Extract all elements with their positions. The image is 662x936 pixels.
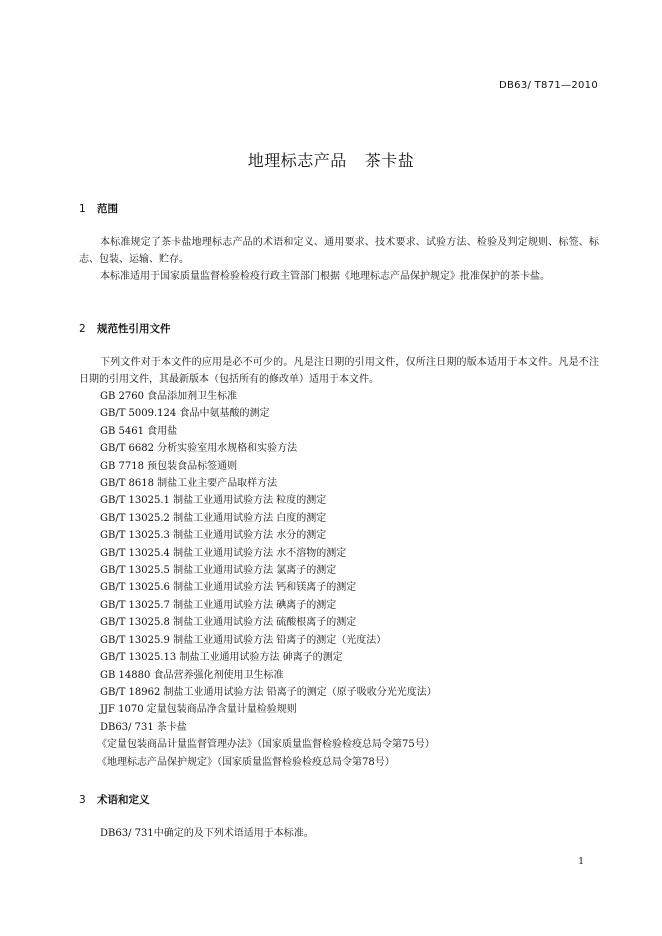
reference-list [97, 388, 437, 771]
reference-item: JJF 1070 定量包装商品净含量计量检验规则 [100, 704, 297, 716]
page-number: 1 [578, 857, 584, 867]
reference-item: 《定量包装商品计量监督管理办法》（国家质量监督检验检疫总局令第75号） [97, 739, 435, 751]
section-heading-scope [79, 201, 118, 216]
reference-item: GB 14880 食品营养强化剂使用卫生标准 [100, 669, 284, 681]
reference-item: 《地理标志产品保护规定》（国家质量监督检验检疫总局令第78号） [97, 756, 395, 768]
reference-item: GB/T 13025.1 制盐工业通用试验方法 粒度的测定 [100, 495, 327, 507]
reference-item: GB 7718 预包装食品标签通则 [100, 460, 238, 472]
reference-item: DB63/ 731 茶卡盐 [100, 721, 187, 733]
reference-item: GB/T 6682 分析实验室用水规格和实验方法 [100, 443, 298, 455]
reference-item: GB/T 5009.124 食品中氨基酸的测定 [100, 408, 270, 420]
reference-item: GB/T 13025.8 制盐工业通用试验方法 硫酸根离子的测定 [100, 617, 357, 629]
section-title: 规范性引用文件 [97, 323, 171, 335]
references-intro: 下列文件对于本文件的应用是必不可少的。凡是注日期的引用文件，仅所注日期的版本适用于本文件。凡是不注日期的引用文件，其最新版本（包括所有的修改单）适用于本文件。 [79, 357, 599, 385]
reference-item: GB/T 13025.7 制盐工业通用试验方法 碘离子的测定 [100, 599, 337, 611]
section-number: 1 [79, 203, 86, 215]
section-heading-normative-references [79, 321, 171, 336]
reference-item: GB 2760 食品添加剂卫生标准 [100, 391, 238, 402]
section-title: 术语和定义 [97, 794, 150, 806]
section-title: 范围 [97, 203, 118, 215]
scope-paragraph-1: 本标准规定了茶卡盐地理标志产品的术语和定义、通用要求、技术要求、试验方法、检验及判定规则、标签、标志、包装、运输、贮存。 [79, 237, 599, 265]
reference-item: GB/T 13025.9 制盐工业通用试验方法 铅离子的测定（光度法） [100, 634, 387, 646]
reference-item: GB/T 13025.5 制盐工业通用试验方法 氯离子的测定 [100, 565, 337, 577]
reference-item: GB/T 13025.13 制盐工业通用试验方法 砷离子的测定 [100, 652, 343, 664]
title-main: 地理标志产品 [247, 151, 347, 170]
reference-item: GB/T 13025.6 制盐工业通用试验方法 钙和镁离子的测定 [100, 582, 357, 594]
document-title [0, 148, 662, 171]
terms-intro: DB63/ 731中确定的及下列术语适用于本标准。 [100, 828, 314, 839]
section-number: 3 [79, 794, 86, 806]
reference-item: GB 5461 食用盐 [100, 425, 178, 437]
section-number: 2 [79, 323, 86, 335]
title-sub: 茶卡盐 [364, 151, 415, 170]
reference-item: GB/T 13025.3 制盐工业通用试验方法 水分的测定 [100, 530, 327, 542]
reference-item: GB/T 18962 制盐工业通用试验方法 铅离子的测定（原子吸收分光光度法） [100, 686, 437, 698]
reference-item: GB/T 13025.2 制盐工业通用试验方法 白度的测定 [100, 512, 327, 524]
scope-paragraph-2: 本标准适用于国家质量监督检验检疫行政主管部门根据《地理标志产品保护规定》批准保护的茶卡盐。 [100, 271, 550, 282]
reference-item: GB/T 13025.4 制盐工业通用试验方法 水不溶物的测定 [100, 547, 347, 559]
reference-item: GB/T 8618 制盐工业主要产品取样方法 [100, 478, 278, 490]
document-number: DB63/ T871—2010 [499, 80, 598, 91]
section-heading-terms [79, 792, 150, 807]
